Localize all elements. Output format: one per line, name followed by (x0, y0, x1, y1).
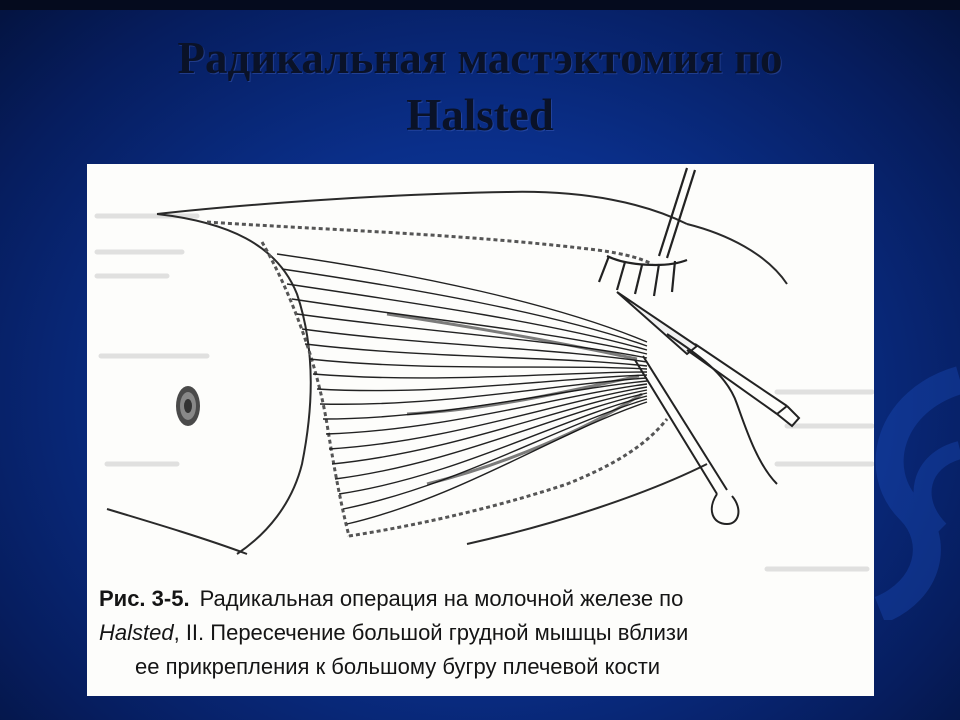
bleed-through-text (97, 216, 872, 569)
figure-caption (99, 582, 799, 684)
figure-number: Рис. 3-5. (99, 586, 190, 611)
top-band (0, 0, 960, 10)
caption-line-2 (99, 616, 799, 650)
body-outline (107, 192, 787, 554)
slide-title (60, 30, 900, 144)
caption-line-2-text: , II. Пересечение большой грудной мышцы вблизи (173, 620, 689, 645)
caption-line-3: ее прикрепления к большому бугру плечевой кости (135, 654, 661, 679)
caption-line-1 (99, 582, 799, 616)
fat-tissue-border (207, 222, 667, 536)
pectoral-muscle-fibers (277, 254, 647, 524)
surgical-illustration (87, 164, 874, 584)
retractor-instrument (599, 168, 695, 296)
slide-title-line-2: Halsted (406, 90, 554, 140)
figure-panel (87, 164, 874, 696)
slide-title-line-1: Радикальная мастэктомия по (177, 33, 783, 83)
caption-author: Halsted (99, 620, 174, 645)
caption-line-1-text: Радикальная операция на молочной железе по (199, 586, 684, 611)
nipple-detail (176, 386, 200, 426)
